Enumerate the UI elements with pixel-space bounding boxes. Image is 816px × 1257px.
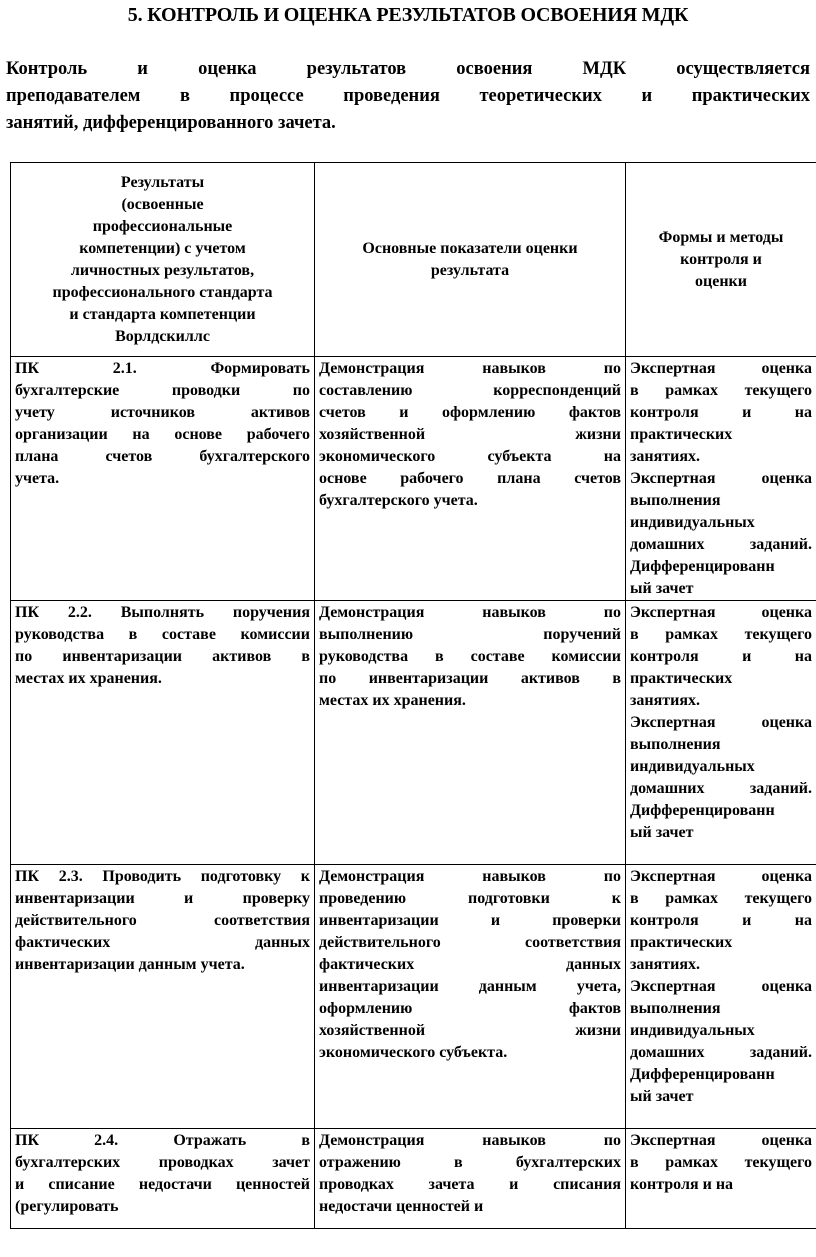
text-line: проводках зачета и списания (319, 1176, 621, 1193)
text-line: действительного соответствия (319, 934, 621, 951)
text-line: в рамках текущего (630, 626, 812, 643)
header-methods (626, 163, 816, 357)
table-row (11, 865, 816, 1129)
text-line: домашних заданий. (630, 1044, 812, 1061)
text-line: счетов и оформлению фактов (319, 404, 621, 421)
text-line: занятиях. (630, 448, 701, 465)
table-cell-c1 (11, 865, 315, 1129)
text-line: организации на основе рабочего (15, 426, 310, 443)
table-cell-c1 (11, 357, 315, 601)
text-line: преподавателем в процессе проведения теоретических и практических (6, 86, 810, 106)
text-line: ПК 2.4. Отражать в (15, 1132, 310, 1149)
text-line: контроля и на (630, 1176, 734, 1193)
text-line: Экспертная оценка (630, 978, 812, 995)
text-line: домашних заданий. (630, 536, 812, 553)
text-line: местах их хранения. (319, 692, 466, 709)
text-line: хозяйственной жизни (319, 426, 621, 443)
text-line: контроля и на (630, 404, 812, 421)
results-table (10, 162, 816, 1229)
text-line: Дифференцированн (630, 558, 775, 575)
text-line: фактических данных (319, 956, 621, 973)
text-line: Демонстрация навыков по (319, 868, 621, 885)
table-row (11, 1129, 816, 1229)
text-line: отражению в бухгалтерских (319, 1154, 621, 1171)
table-cell-c3 (626, 601, 816, 865)
text-line: Дифференцированн (630, 802, 775, 819)
text-line: ый зачет (630, 1088, 694, 1105)
text-line: (регулировать (15, 1198, 119, 1215)
text-line: Дифференцированн (630, 1066, 775, 1083)
text-line: Демонстрация навыков по (319, 360, 621, 377)
text-line: плана счетов бухгалтерского (15, 448, 310, 465)
text-line: (освоенные (121, 196, 204, 213)
text-line: руководства в составе комиссии (15, 626, 310, 643)
text-line: практических (630, 934, 733, 951)
text-line: домашних заданий. (630, 780, 812, 797)
table-cell-c2 (315, 601, 626, 865)
text-line: контроля и на (630, 648, 812, 665)
text-line: ый зачет (630, 580, 694, 597)
text-line: хозяйственной жизни (319, 1022, 621, 1039)
text-line: руководства в составе комиссии (319, 648, 621, 665)
text-line: экономического субъекта на (319, 448, 621, 465)
text-line: Результаты (120, 174, 205, 191)
table-row (11, 357, 816, 601)
text-line: инвентаризации данным учета. (15, 956, 245, 973)
text-line: Экспертная оценка (630, 604, 812, 621)
text-line: бухгалтерские проводки по (15, 382, 310, 399)
text-line: учета. (15, 470, 60, 487)
table-cell-c3 (626, 357, 816, 601)
table-cell-c2 (315, 1129, 626, 1229)
text-line: контроля и на (630, 912, 812, 929)
text-line: инвентаризации и проверки (319, 912, 621, 929)
text-line: выполнению поручений (319, 626, 621, 643)
text-line: Экспертная оценка (630, 714, 812, 731)
text-line: выполнения (630, 1000, 721, 1017)
text-line: экономического субъекта. (319, 1044, 508, 1061)
text-line: Экспертная оценка (630, 470, 812, 487)
text-line: практических (630, 426, 733, 443)
text-line: занятиях. (630, 692, 701, 709)
header-results (11, 163, 315, 357)
text-line: основе рабочего плана счетов (319, 470, 621, 487)
text-line: профессионального стандарта (52, 284, 273, 301)
table-header-row (11, 163, 816, 357)
text-line: оценки (695, 273, 747, 290)
text-line: Экспертная оценка (630, 1132, 812, 1149)
text-line: Демонстрация навыков по (319, 1132, 621, 1149)
text-line: инвентаризации и проверку (15, 890, 310, 907)
text-line: индивидуальных (630, 758, 755, 775)
table-cell-c3 (626, 865, 816, 1129)
text-line: составлению корреспонденций (319, 382, 621, 399)
table-cell-c2 (315, 357, 626, 601)
text-line: Экспертная оценка (630, 360, 812, 377)
intro-paragraph (6, 56, 810, 137)
text-line: учету источников активов (15, 404, 310, 421)
table-cell-c1 (11, 601, 315, 865)
text-line: Ворлдскиллс (115, 328, 210, 345)
text-line: фактических данных (15, 934, 310, 951)
text-line: занятий, дифференцированного зачета. (6, 113, 336, 133)
text-line: бухгалтерского учета. (319, 492, 478, 509)
text-line: Демонстрация навыков по (319, 604, 621, 621)
text-line: по инвентаризации активов в (319, 670, 621, 687)
text-line: ПК 2.3. Проводить подготовку к (15, 868, 310, 885)
table-cell-c1 (11, 1129, 315, 1229)
text-line: и стандарта компетенции (69, 306, 256, 323)
table-cell-c3 (626, 1129, 816, 1229)
text-line: контроля и (680, 251, 762, 268)
text-line: индивидуальных (630, 514, 755, 531)
text-line: действительного соответствия (15, 912, 310, 929)
text-line: Формы и методы (658, 229, 784, 246)
header-indicators (315, 163, 626, 357)
text-line: результата (430, 262, 510, 279)
page-title: 5. КОНТРОЛЬ И ОЦЕНКА РЕЗУЛЬТАТОВ ОСВОЕНИЯ МДК (127, 4, 689, 26)
text-line: оформлению фактов (319, 1000, 621, 1017)
text-line: местах их хранения. (15, 670, 162, 687)
text-line: занятиях. (630, 956, 701, 973)
text-line: выполнения (630, 492, 721, 509)
text-line: выполнения (630, 736, 721, 753)
table-row (11, 601, 816, 865)
text-line: и списание недостачи ценностей (15, 1176, 310, 1193)
text-line: профессиональные (92, 218, 233, 235)
text-line: ПК 2.1. Формировать (15, 360, 310, 377)
text-line: по инвентаризации активов в (15, 648, 310, 665)
text-line: недостачи ценностей и (319, 1198, 484, 1215)
text-line: индивидуальных (630, 1022, 755, 1039)
text-line: ый зачет (630, 824, 694, 841)
text-line: в рамках текущего (630, 890, 812, 907)
text-line: бухгалтерских проводках зачет (15, 1154, 310, 1171)
text-line: Основные показатели оценки (362, 240, 578, 257)
text-line: ПК 2.2. Выполнять поручения (15, 604, 310, 621)
text-line: в рамках текущего (630, 1154, 812, 1171)
text-line: в рамках текущего (630, 382, 812, 399)
text-line: Экспертная оценка (630, 868, 812, 885)
text-line: личностных результатов, (70, 262, 255, 279)
text-line: практических (630, 670, 733, 687)
text-line: Контроль и оценка результатов освоения МДК осуществляется (6, 59, 810, 79)
text-line: компетенции) с учетом (79, 240, 246, 257)
text-line: проведению подготовки к (319, 890, 621, 907)
text-line: инвентаризации данным учета, (319, 978, 621, 995)
table-cell-c2 (315, 865, 626, 1129)
